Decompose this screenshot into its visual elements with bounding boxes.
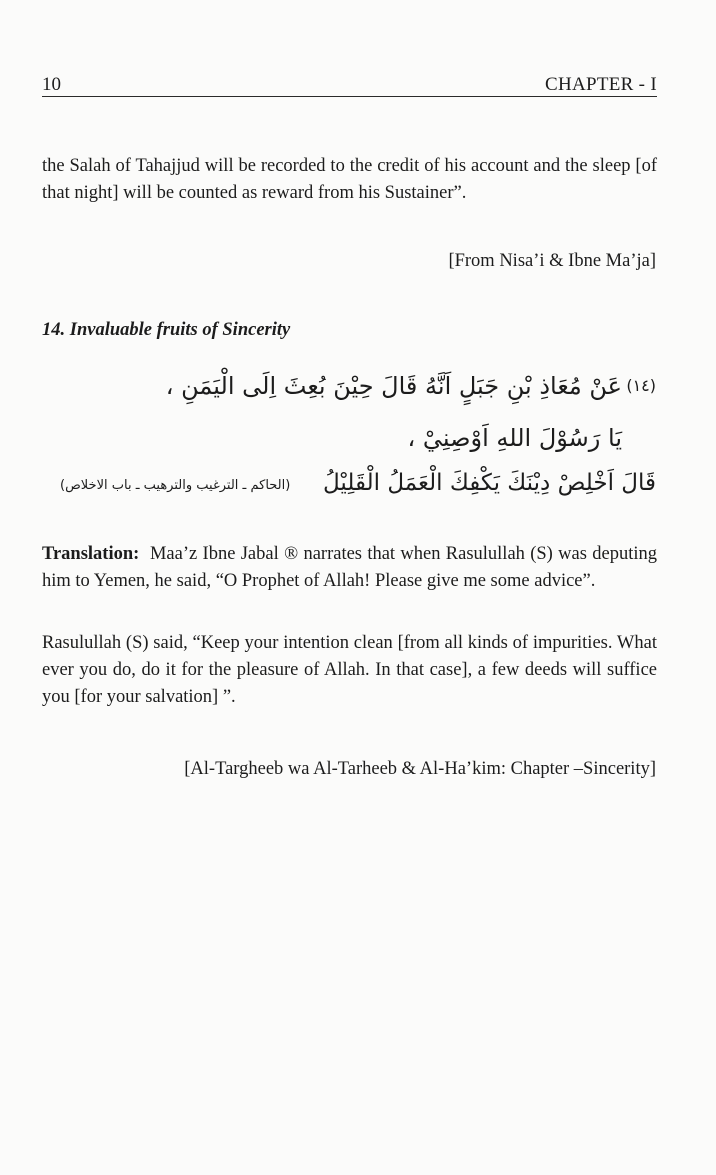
intro-reference: [From Nisa’i & Ibne Ma’ja] xyxy=(448,251,656,271)
chapter-title: CHAPTER - I xyxy=(544,74,657,95)
translation-paragraph xyxy=(42,541,657,595)
translation-label: Translation: xyxy=(42,544,140,564)
reply-paragraph: Rasulullah (S) said, “Keep your intention clean [from all kinds of impurities. What ever you do, do it for the pleasure of Allah. In that case], a few deeds will suffice you [for your salvation] ”. xyxy=(42,633,657,707)
arabic-line-3: قَالَ اَخْلِصْ دِيْنَكَ يَكْفِكَ الْعَمَلُ الْقَلِيْلُ xyxy=(323,470,656,496)
hadith-number: (١٤) xyxy=(626,376,656,395)
arabic-line-1: عَنْ مُعَاذِ بْنِ جَبَلٍ اَنَّهُ قَالَ حِيْنَ بُعِثَ اِلَى الْيَمَنِ ، xyxy=(165,372,622,400)
section-heading: 14. Invaluable fruits of Sincerity xyxy=(42,320,291,340)
page-header xyxy=(42,74,657,97)
arabic-source: (الحاكم ـ الترغيب والترهيب ـ باب الاخلاص) xyxy=(60,478,291,493)
intro-paragraph: the Salah of Tahajjud will be recorded to the credit of his account and the sleep [of that night] will be counted as reward from his Sustainer”. xyxy=(42,156,657,203)
translation-text: Maa’z Ibne Jabal ® narrates that when Rasulullah (S) was deputing him to Yemen, he said, “O Prophet of Allah! Please give me some advice”. xyxy=(42,544,658,591)
section-reference: [Al-Targheeb wa Al-Tarheeb & Al-Ha’kim: Chapter –Sincerity] xyxy=(184,759,656,779)
page-number: 10 xyxy=(42,74,61,95)
arabic-line-2: يَا رَسُوْلَ اللهِ اَوْصِنِيْ ، xyxy=(407,424,622,452)
